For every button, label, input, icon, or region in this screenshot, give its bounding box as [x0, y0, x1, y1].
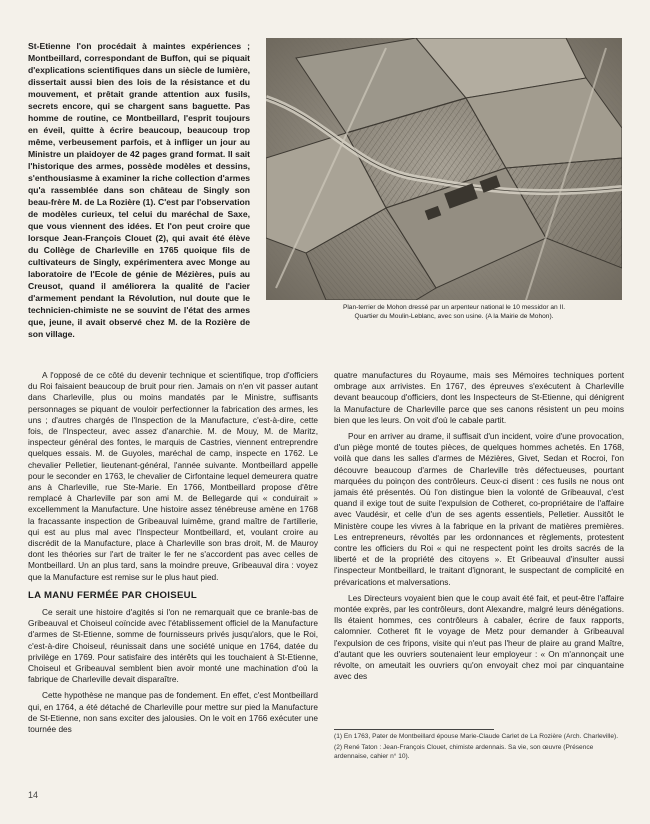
caption-line-1: Plan-terrier de Mohon dressé par un arpenteur national le 10 messidor an II. — [342, 304, 566, 311]
intro-paragraph: St-Etienne l'on procédait à maintes expériences ; Montbeillard, correspondant de Buffon, qui se piquait d'explications scientifiques dans un siècle de lumière, dissertait aussi bien des lois de la résistance et du mouvement, et prêtait grande attention aux fusils, secrets encore, qui se chargent sans baguette. Pas homme de routine, ce Montbeillard, l'esprit toujours en éveil, quitte à écrire beaucoup, beaucoup trop même, verbeusement parfois, et à infliger un jour au Ministre un plaidoyer de 42 pages grand format. Il sait l'historique des armes, possède modèles et dessins, s'enthousiasme à examiner la riche collection d'armes qu'a rassemblée dans son château de Singly son beau-frère M. de La Rozière (1). C'est par l'observation de modèles curieux, tel celui du maréchal de Saxe, que vous viennent des idées. Et l'on peut croire que lorsque Jean-François Clouet (2), qui avait été élève du Collège de Charleville en 1765 quoique fils de cultivateurs de Singly, expérimentera avec Monge au laboratoire de l'Ecole de génie de Mézières, puis au Creusot, quand il améliorera la qualité de l'acier d'armement pendant la Révolution, nul doute que le technicien-chimiste ne se souvint de l'état des armes que, jeune, il avait observé chez M. de la Rozière de son village. — [28, 41, 250, 339]
intro-column — [28, 40, 250, 345]
caption-line-2: Quartier du Moulin-Leblanc, avec son usine. (A la Mairie de Mohon). — [354, 313, 554, 320]
right-paragraph-1: quatre manufactures du Royaume, mais ses Mémoires techniques portent ombrage aux arrivistes. En 1767, des épreuves s'exécutent à Charleville devant beaucoup d'officiers, dont les Inspecteurs de St-Etienne, qui dénigrent la Manufacture de Charleville parce que ses canons résistent un peu moins bien que les leurs. On voit d'où le cabale partit. — [334, 370, 624, 425]
footnotes — [334, 732, 624, 764]
footnote-divider — [334, 729, 494, 730]
right-paragraph-2: Pour en arriver au drame, il suffisait d'un incident, voire d'une provocation, d'un piège monté de toutes pièces, de quelques hommes achetés. En 1768, voilà que dans les salles d'armes de Mézières, Givet, Sedan et Rocroi, l'on découvre beaucoup d'armes de Charleville très défectueuses, pourtant marquées du poinçon des contrôleurs. Ceux-ci disent : ces fusils ne nous ont jamais été présentés. Où l'on distingue bien la volonté de Gribeauval, c'est quand il exige tout de suite l'expulsion de Cotheret, co-propriétaire de l'affaire avec Vaudésir, et celle d'un de ses agents essentiels, Pelletier. Aussitôt le Ministère coupe les vivres à la fabrique en la privant de matières premières. Les entrepreneurs, révoltés par les ordonnances et règlements, protestent contre les officiers du Roi « qui ne respectent point les droits sacrés de la liberté et de la propriété des citoyens ». Et Gribeauval d'insulter aussi l'inspecteur Montbeillard, le traitant d'ignorant, le suspectant de complicité en prévarications et malversations. — [334, 431, 624, 587]
left-column — [28, 370, 318, 740]
section-heading: LA MANU FERMÉE PAR CHOISEUL — [28, 589, 198, 601]
figure-caption — [304, 303, 604, 321]
historical-map-figure — [266, 38, 622, 300]
page-number: 14 — [28, 790, 39, 800]
right-column — [334, 370, 624, 687]
footnote-2: (2) René Taton : Jean-François Clouet, chimiste ardennais. Sa vie, son œuvre (Présence ardennaise, cahier n° 10). — [334, 744, 594, 761]
left-paragraph-1: A l'opposé de ce côté du devenir technique et scientifique, trop d'officiers du Roi faisaient beaucoup de bruit pour rien. Jamais on n'en vit passer autant dans Charleville, plus ou moins mandatés par le Ministre, suffisants personnages se piquant de vouloir perfectionner la fabrication des armes, les uns ; d'autres chargés de l'Inspection de la Manufacture, c'est-à-dire, cette fois, de l'Inspecteur, avec assez d'anarchie. M. de Mouy, M. de Maritz, inspecteur général des fontes, le marquis de Castries, viennent entreprendre quelques essais. M. de Guyoles, maréchal de camp, inspecte en 1762. Le chevalier Pelletier, lieutenant-général, l'année suivante. Montbeillard appelle pour le seconder en 1763, le chevalier de Cirfontaine lequel demeurera quatre ans à Charleville, rue Ste-Marie. En 1766, Montbeillard propose d'être remplacé à Charleville par son ami M. de Bellegarde qui « conduirait » excellemment la Manufacture. Une histoire assez ténébreuse amène en 1768 la fracassante inspection de Gribeauval luimême, grand maître de l'artillerie, qui est au plus mal avec l'Inspecteur Montbeillard, et, voulant croire au discrédit de la Manufacture, place à Charleville son bras droit, M. de Mauroy dont les théories sur l'art de traiter le fer ne s'accordent pas avec celles de Montbeillard. Un an plus tard, sans la moindre preuve, Gribeauval dira : voyez que la Manufacture est remise sur le plus haut pied. — [28, 370, 318, 582]
map-illustration — [266, 38, 622, 300]
right-paragraph-3: Les Directeurs voyaient bien que le coup avait été fait, et peut-être l'affaire montée exprès, par les contrôleurs, dont Alexandre, malgré leurs dénégations. Ils étaient hommes, ces contrôleurs à cabaler, écrire de faux rapports, calomnier. Cotheret fit le voyage de Metz pour demander à Gribeauval l'expulsion de ces fripons, visite qui n'eut pas l'heur de plaire au grand Maître, d'autant que les ouvriers soutenaient leur employeur : « On m'annonçait une révolte, on ameutait les ouvriers qu'on envoyait chez moi par cinquantaine avec des — [334, 592, 624, 682]
left-paragraph-3: Cette hypothèse ne manque pas de fondement. En effet, c'est Montbeillard qui, en 1764, a été détaché de Charleville pour mettre sur pied la Manufacture de St-Etienne, non sans exciter des jalousies. On le voit en 1766 exécuter une tournée des — [28, 690, 318, 735]
left-paragraph-2: Ce serait une histoire d'agités si l'on ne remarquait que ce branle-bas de Gribeauval et Choiseul coïncide avec l'établissement officiel de la Manufacture d'armes de St-Etienne, somme de fournisseurs privés jusqu'alors, que le Roi, c'est-à-dire Choiseul, réunissait dans une société unique en 1764, datée du privilège en 1769. Pour satisfaire des intérêts qui les touchaient à St-Etienne, Choiseul et Gribeauval semblent bien avoir monté une machination d'où la fabrique de Charleville devait disparaître. — [28, 607, 318, 685]
footnote-1: (1) En 1763, Pater de Montbeillard épouse Marie-Claude Carlet de La Rozière (Arch. Charleville). — [334, 733, 619, 740]
